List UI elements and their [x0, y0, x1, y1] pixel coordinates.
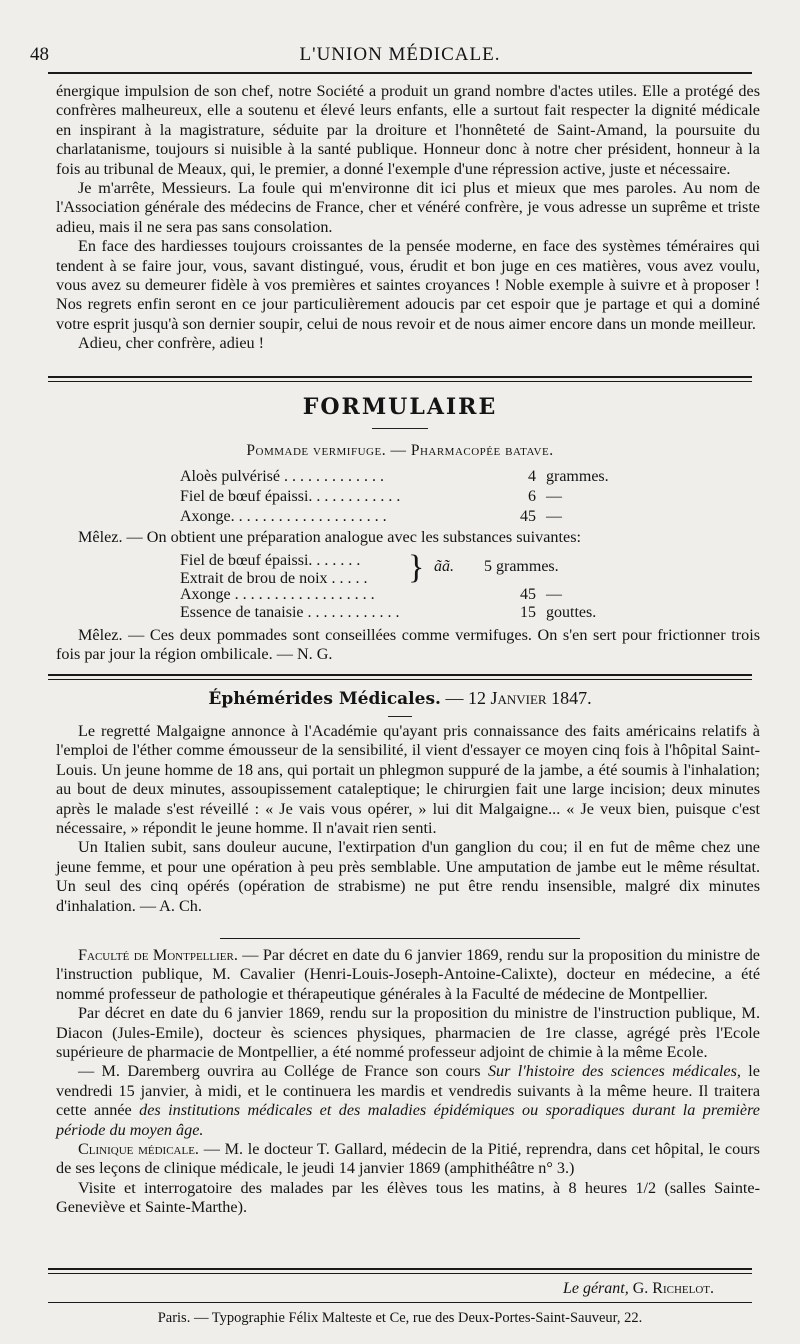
- footer-rule: [48, 1268, 752, 1270]
- page-header: [30, 44, 770, 70]
- ingredient-row: Axonge . . . . . . . . . . . . . . . . . . 45 —: [180, 586, 562, 603]
- speech-paragraph-2: Je m'arrête, Messieurs. La foule qui m'environne dit ici plus et mieux que mes paroles. Au nom de l'Association générale des médecins de France, cher et vénéré confrère, je vous adresse un suprême et triste adieu, mais il ne sera pas sans consolation.: [56, 179, 760, 236]
- journal-title: L'UNION MÉDICALE.: [299, 44, 501, 65]
- section-rule-thin: [48, 381, 752, 382]
- ingredient-row: Essence de tanaisie . . . . . . . . . . . . 15 gouttes.: [180, 604, 597, 621]
- imprint-rule: [48, 1302, 752, 1303]
- melez-instruction: Mêlez. — On obtient une préparation analogue avec les substances suivantes:: [78, 528, 581, 546]
- formulaire-heading: FORMULAIRE: [302, 394, 498, 420]
- ingredient-grouped: Fiel de bœuf épaissi. . . . . . .: [180, 552, 361, 569]
- ephemerides-title: Éphémérides Médicales.: [208, 689, 441, 709]
- short-rule: [220, 938, 580, 939]
- news-montpellier: Faculté de Montpellier. — Par décret en date du 6 janvier 1869, rendu sur la proposition du ministre de l'instruction publique, M. Cavalier (Henri-Louis-Joseph-Antoine-Calixte), docteur en médecine, a été nommé professeur de pathologie et thérapeutique générales à la Faculté de médecine de Montpellier.: [56, 946, 760, 1003]
- header-rule: [48, 72, 752, 74]
- signature: [563, 1280, 714, 1298]
- news-clinique: Clinique médicale. — M. le docteur T. Gallard, médecin de la Pitié, reprendra, dans cet hôpital, le cours de ses leçons de clinique médicale, le jeudi 14 janvier 1869 (amphithéâtre n° 3.): [56, 1140, 760, 1178]
- signature-name: G. Richelot.: [632, 1280, 714, 1297]
- ephemerides-heading: [0, 688, 800, 709]
- ana-abbreviation: ãã.: [434, 558, 454, 575]
- formula-title: Pommade vermifuge. — Pharmacopée batave.: [246, 442, 554, 459]
- signature-label: Le gérant,: [562, 1280, 629, 1297]
- speech-paragraph-3: En face des hardiesses toujours croissantes de la pensée moderne, en face des systèmes téméraires qui tendent à se faire jour, vous, savant distingué, vous, érudit et bon juge en ces matières, vous avez voulu, vous avez su demeurer fidèle à vos premières et saintes croyances ! Noble exemple à suivre et à proposer ! Nos regrets enfin seront en ce jour particulièrement adoucis par cet espoir que je partage et qui a dominé votre esprit jusqu'à son dernier soupir, celui de nous revoir et de nous aimer encore dans un monde meilleur.: [56, 237, 760, 333]
- brace-glyph: }: [408, 549, 425, 586]
- ephemerides-paragraph-2: Un Italien subit, sans douleur aucune, l'extirpation d'un ganglion du cou; il en fut de même chez une jeune femme, et pour une opération à peu près semblable. Une amputation de jambe eut le même résultat. Un seul des cinq opérés (opération de strabisme) ne put être rendu insensible, malgré dix minutes d'inhalation. — A. Ch.: [56, 838, 760, 915]
- ingredient-row: Axonge. . . . . . . . . . . . . . . . . . . . 45 —: [180, 508, 562, 525]
- section-rule: [48, 376, 752, 378]
- ana-quantity: 5 grammes.: [484, 558, 559, 575]
- news-daremberg: — M. Daremberg ouvrira au Collége de France son cours Sur l'histoire des sciences médicales, le vendredi 15 janvier, à midi, et le continuera les mardis et vendredis suivants à la même heure. Il traitera cette année des institutions médicales et des maladies épidémiques ou sporadiques durant la première période du moyen âge.: [56, 1062, 760, 1139]
- speech-paragraph-4: Adieu, cher confrère, adieu !: [78, 334, 265, 353]
- footer-rule-thin: [48, 1273, 752, 1274]
- page-number: 48: [30, 44, 49, 65]
- ephemerides-date: — 12 Janvier 1847.: [445, 688, 592, 708]
- news-visite: Visite et interrogatoire des malades par les élèves tous les matins, à 8 heures 1/2 (salles Sainte-Geneviève et Sainte-Marthe).: [56, 1178, 760, 1217]
- ingredient-row: Fiel de bœuf épaissi. . . . . . . . . . . . 6 —: [180, 488, 562, 505]
- short-divider: [372, 428, 428, 429]
- section-rule-thin: [48, 679, 752, 680]
- printer-imprint: Paris. — Typographie Félix Malteste et Ce, rue des Deux-Portes-Saint-Sauveur, 22.: [157, 1310, 643, 1326]
- ingredient-row: Aloès pulvérisé . . . . . . . . . . . . . 4 grammes.: [180, 468, 609, 485]
- short-divider: [388, 716, 412, 717]
- ephemerides-body: [56, 722, 760, 916]
- speech-paragraph-1: énergique impulsion de son chef, notre Société a produit un grand nombre d'actes utiles. Elle a protégé des confrères malheureux, elle a soutenu et élevé leurs enfants, elle a surtout fait respecter la dignité médicale en inspirant à la magistrature, séduite par la droiture et l'honnêteté de Saint-Amand, la poursuite du charlatanisme, toujours si nuisible à la santé publique. Honneur donc à notre cher président, honneur à la fois au tribunal de Meaux, qui, le premier, a donné l'exemple d'une répression active, juste et nécessaire.: [56, 82, 760, 178]
- news-items: [56, 946, 760, 1218]
- closing-speech: [56, 82, 760, 354]
- ephemerides-paragraph-1: Le regretté Malgaigne annonce à l'Académie qu'ayant pris connaissance des faits américains relatifs à l'emploi de l'éther comme émousseur de la sensibilité, il vient d'essayer ce moyen cinq fois à l'hôpital Saint-Louis. Un jeune homme de 18 ans, qui portait un phlegmon suppuré de la jambe, a été soumis à l'inhalation; au bout de deux minutes, assoupissement cataleptique; le chirurgien fait une large incision; deux minutes après le malade s'est réveillé : « Je vais vous opérer, » lui dit Malgaigne... « Je veux bien, puisque c'est nécessaire, » répondit le jeune homme. Il n'avait rien senti.: [56, 722, 760, 838]
- news-diacon: Par décret en date du 6 janvier 1869, rendu sur la proposition du ministre de l'instruction publique, M. Diacon (Jules-Emile), docteur ès sciences physiques, pharmacien de 1re classe, agrégé près l'Ecole supérieure de pharmacie de Montpellier, a été nommé professeur adjoint de chimie à la même Ecole.: [56, 1004, 760, 1062]
- section-rule: [48, 674, 752, 676]
- melez-note: Mêlez. — Ces deux pommades sont conseillées comme vermifuges. On s'en sert pour frictionner trois fois par jour la région ombilicale. — N. G.: [56, 626, 760, 664]
- ingredient-grouped: Extrait de brou de noix . . . . .: [180, 570, 368, 587]
